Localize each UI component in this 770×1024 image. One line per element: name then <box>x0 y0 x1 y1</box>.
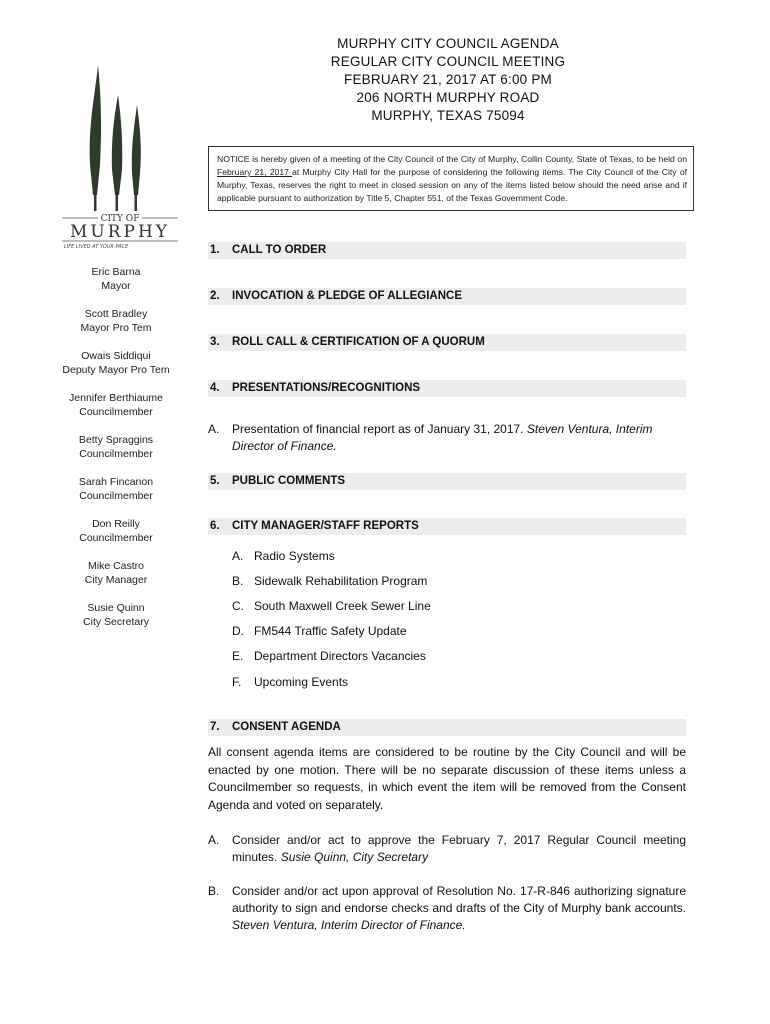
consent-item-a: A. Consider and/or act to approve the February 7, 2017 Regular Council meeting minutes. Susie Quinn, City Secretary <box>208 833 686 864</box>
header-line: MURPHY CITY COUNCIL AGENDA <box>337 36 559 51</box>
consent-intro: All consent agenda items are considered to be routine by the City Council and will be enacted by one motion. There will be no separate discussion of these items unless a Councilmember so requests, in which event the item will be removed from the Consent Agenda and voted on separately. <box>208 745 686 812</box>
section-staff-reports: 6. CITY MANAGER/STAFF REPORTS <box>208 518 686 535</box>
section-consent-agenda: 7. CONSENT AGENDA <box>208 719 686 736</box>
logo-name: MURPHY <box>69 222 171 242</box>
section-presentations: 4. PRESENTATIONS/RECOGNITIONS <box>208 380 686 397</box>
official: Mike Castro City Manager <box>84 560 148 586</box>
official: Susie Quinn City Secretary <box>83 602 149 628</box>
presenter: Steven Ventura, Interim Director of Finance. <box>232 422 653 453</box>
list-item: D. FM544 Traffic Safety Update <box>232 624 407 638</box>
section-invocation: 2. INVOCATION & PLEDGE OF ALLEGIANCE <box>208 288 686 305</box>
list-item: F. Upcoming Events <box>232 675 349 689</box>
header-line: 206 NORTH MURPHY ROAD <box>356 90 540 105</box>
list-item: B. Sidewalk Rehabilitation Program <box>232 574 428 588</box>
section-call-to-order: 1. CALL TO ORDER <box>208 242 686 259</box>
official: Jennifer Berthiaume Councilmember <box>69 392 163 418</box>
official: Owais Siddiqui Deputy Mayor Pro Tem <box>62 350 170 376</box>
presentation-item: A. Presentation of financial report as of January 31, 2017. Steven Ventura, Interim Director of Finance. <box>208 422 653 453</box>
list-item: C. South Maxwell Creek Sewer Line <box>232 599 431 613</box>
official: Don Reilly Councilmember <box>79 518 153 544</box>
agenda-header <box>208 35 688 125</box>
notice-date: February 21, 2017 <box>217 167 293 177</box>
header-line: REGULAR CITY COUNCIL MEETING <box>330 54 566 69</box>
city-logo <box>60 55 180 250</box>
section-roll-call: 3. ROLL CALL & CERTIFICATION OF A QUORUM <box>208 334 686 351</box>
notice-box: NOTICE is hereby given of a meeting of the City Council of the City of Murphy, Collin County, State of Texas, to be held on February 21, 2017 at Murphy City Hall for the purpose of considering the following items. The City Council of the City of Murphy, Texas, reserves the right to meet in closed session on any of the items listed below should the need arise and if applicable pursuant to authorization by Title 5, Chapter 551, of the Texas Government Code. <box>208 146 694 211</box>
official: Scott Bradley Mayor Pro Tem <box>80 308 152 334</box>
official: Sarah Fincanon Councilmember <box>78 476 154 502</box>
list-item: E. Department Directors Vacancies <box>232 649 426 663</box>
header-line: MURPHY, TEXAS 75094 <box>371 108 525 123</box>
official: Eric Barna Mayor <box>91 266 141 292</box>
consent-item-b: B. Consider and/or act upon approval of Resolution No. 17-R-846 authorizing signature authority to sign and endorse checks and drafts of the City of Murphy bank accounts. Steven Ventura, Interim Director of Finance. <box>208 884 686 932</box>
logo-tagline: LIFE LIVED AT YOUR PACE <box>64 244 129 250</box>
section-public-comments: 5. PUBLIC COMMENTS <box>208 473 686 490</box>
logo-city-of: CITY OF <box>100 214 140 224</box>
official: Betty Spraggins Councilmember <box>78 434 154 460</box>
header-line: FEBRUARY 21, 2017 AT 6:00 PM <box>344 72 552 87</box>
cypress-trees-icon <box>90 65 141 211</box>
officials-list <box>58 265 174 643</box>
list-item: A. Radio Systems <box>232 549 335 563</box>
